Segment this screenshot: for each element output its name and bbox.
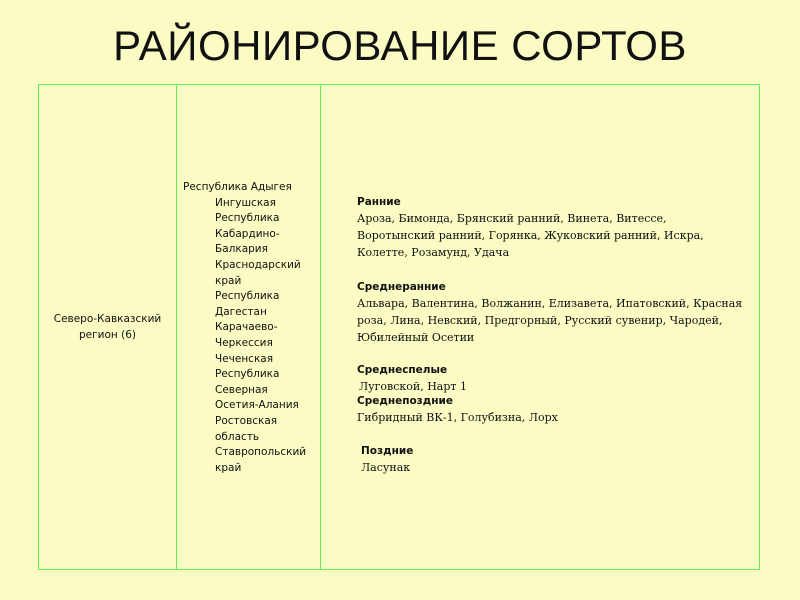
subject-item: Чеченская Республика <box>215 352 280 381</box>
subject-item: Кабардино-Балкария <box>215 227 280 256</box>
group-varieties: Альвара, Валентина, Волжанин, Елизавета, Ипатовский, Красная роза, Лина, Невский, Предгорный, Русский сувенир, Чародей, Юбилейный Осетии <box>357 297 743 344</box>
subject-item: Северная Осетия-Алания <box>215 383 299 412</box>
subjects-column <box>177 85 321 569</box>
zoning-table <box>38 84 760 570</box>
subjects-list <box>183 180 314 476</box>
subject-item: Ростовская область <box>215 414 278 443</box>
group-varieties: Гибридный ВК-1, Голубизна, Лорх <box>357 411 558 424</box>
group-early <box>357 194 743 261</box>
group-label: Ранние <box>357 196 401 208</box>
group-mid-late <box>357 393 743 426</box>
group-label: Среднепоздние <box>357 395 453 407</box>
group-varieties: Ароза, Бимонда, Брянский ранний, Винета, Витессе, Воротынский ранний, Горянка, Жуковский ранний, Искра, Колетте, Розамунд, Удача <box>357 212 704 259</box>
group-varieties: Ласунак <box>361 461 411 474</box>
region-name: Северо-Кавказский регион (6) <box>53 313 162 341</box>
group-label: Среднеспелые <box>357 364 448 376</box>
subject-item: Республика Адыгея <box>183 181 292 193</box>
varieties-column <box>321 85 759 569</box>
subject-item: Краснодарский край <box>215 258 301 287</box>
group-label: Среднеранние <box>357 281 446 293</box>
group-late <box>361 443 743 476</box>
subject-item: Республика Дагестан <box>215 290 280 318</box>
group-varieties: Луговской, Нарт 1 <box>359 380 467 393</box>
group-mid-season <box>357 362 743 395</box>
subject-item: Ингушская Республика <box>215 196 280 225</box>
group-label: Поздние <box>361 445 414 457</box>
region-column <box>39 85 177 569</box>
group-mid-early <box>357 279 743 346</box>
slide-title: РАЙОНИРОВАНИЕ СОРТОВ <box>113 22 687 69</box>
subject-item: Карачаево-Черкессия <box>215 321 278 349</box>
subject-item: Ставропольский край <box>215 446 307 474</box>
